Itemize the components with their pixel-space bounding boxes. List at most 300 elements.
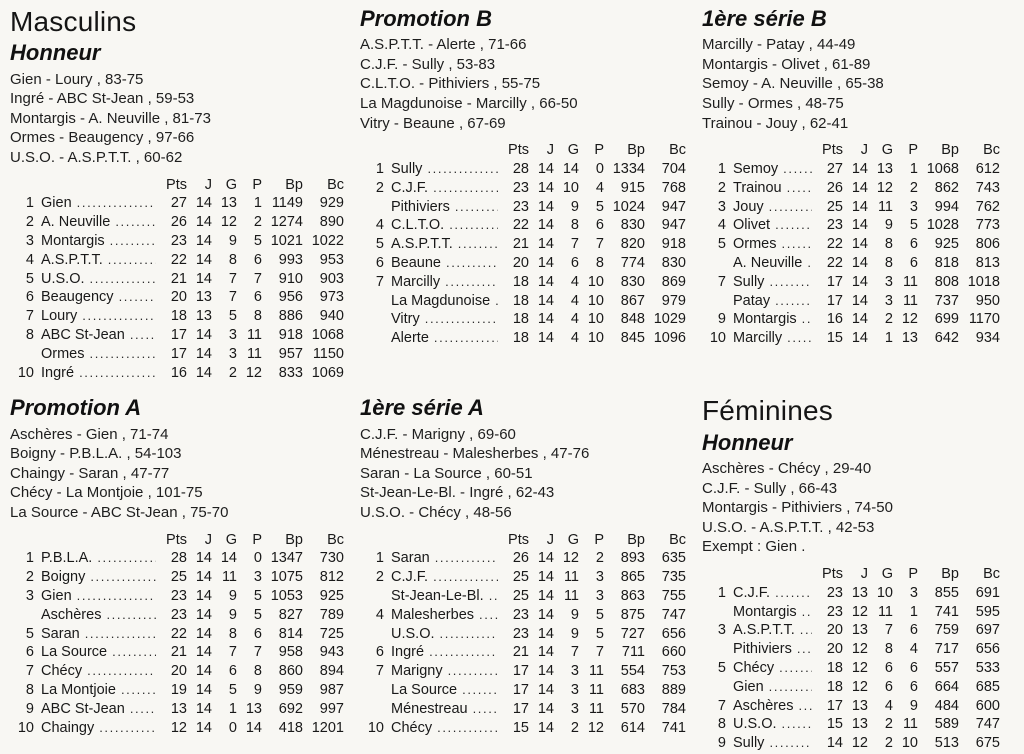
row-team: Gien xyxy=(733,678,764,695)
row-bp: 863 xyxy=(620,588,645,605)
row-j: 14 xyxy=(195,327,212,343)
row-bc: 660 xyxy=(661,644,686,661)
row-g: 7 xyxy=(228,270,237,287)
row-bc: 947 xyxy=(661,198,686,215)
row-pts: 22 xyxy=(826,236,843,253)
row-team: Montargis xyxy=(41,233,105,250)
table-row xyxy=(702,255,1000,274)
row-g: 13 xyxy=(220,195,237,212)
row-pts: 16 xyxy=(170,364,187,381)
row-bc: 753 xyxy=(661,663,686,680)
row-j: 14 xyxy=(195,700,212,717)
row-pts: 17 xyxy=(512,663,529,680)
table-row xyxy=(10,327,344,346)
row-p: 11 xyxy=(588,700,604,717)
table-row xyxy=(10,588,344,607)
row-bc: 747 xyxy=(975,716,1000,733)
row-j: 14 xyxy=(537,569,554,586)
row-p: 0 xyxy=(595,161,604,178)
row-rank: 6 xyxy=(375,644,384,661)
result-line: A.S.P.T.T. - Alerte , 71-66 xyxy=(360,36,527,54)
row-bc: 934 xyxy=(975,330,1000,347)
dot-leader xyxy=(775,585,812,601)
league-title: Promotion B xyxy=(360,6,492,31)
row-rank: 10 xyxy=(17,719,34,736)
row-rank: 5 xyxy=(375,236,384,253)
row-team: Alerte xyxy=(391,330,429,347)
table-row xyxy=(702,330,1000,349)
row-bp: 664 xyxy=(934,678,959,695)
row-pts: 28 xyxy=(512,161,529,178)
row-p: 7 xyxy=(595,236,604,253)
row-bp: 860 xyxy=(278,663,303,680)
row-bc: 894 xyxy=(319,663,344,680)
result-line: Gien - Loury , 83-75 xyxy=(10,70,144,88)
row-pts: 20 xyxy=(826,641,843,658)
row-g: 4 xyxy=(570,311,579,328)
row-bc: 925 xyxy=(319,588,344,605)
row-team: Ingré xyxy=(41,364,75,381)
row-j: 14 xyxy=(537,179,554,196)
row-bc: 1150 xyxy=(312,345,344,362)
dot-leader xyxy=(448,663,498,679)
league-title: Promotion A xyxy=(10,395,142,421)
result-line: Ormes - Beaugency , 97-66 xyxy=(10,129,195,147)
row-pts: 26 xyxy=(512,550,529,567)
row-rank: 8 xyxy=(25,682,34,699)
row-bp: 855 xyxy=(934,584,959,601)
table-row xyxy=(360,293,686,312)
row-p: 5 xyxy=(909,217,918,234)
header-g: G xyxy=(881,142,893,159)
row-p: 11 xyxy=(902,716,918,733)
header-p: P xyxy=(594,531,604,548)
standings-table xyxy=(702,142,1000,349)
row-g: 12 xyxy=(220,214,237,231)
dot-leader xyxy=(782,236,813,252)
dot-leader xyxy=(90,569,156,585)
row-bp: 717 xyxy=(934,641,959,658)
row-pts: 21 xyxy=(170,644,187,661)
row-rank: 7 xyxy=(717,697,726,714)
row-p: 6 xyxy=(909,622,918,639)
row-rank: 5 xyxy=(25,625,34,642)
row-j: 14 xyxy=(537,644,554,661)
row-bc: 743 xyxy=(975,179,1000,196)
header-pts: Pts xyxy=(166,176,187,193)
header-bp: Bp xyxy=(941,566,959,583)
row-bp: 1021 xyxy=(270,233,303,250)
row-team: Gien xyxy=(41,195,72,212)
row-j: 14 xyxy=(537,311,554,328)
row-j: 14 xyxy=(195,270,212,287)
row-j: 12 xyxy=(851,735,868,752)
results-list xyxy=(360,35,686,133)
standings-header-row xyxy=(10,532,344,551)
dot-leader xyxy=(119,289,156,305)
row-team: La Montjoie xyxy=(41,682,116,699)
row-pts: 13 xyxy=(170,700,187,717)
row-bc: 869 xyxy=(661,273,686,290)
row-team: Ménestreau xyxy=(391,700,468,717)
row-rank: 7 xyxy=(375,273,384,290)
dot-leader xyxy=(458,236,498,252)
dot-leader xyxy=(106,607,156,623)
header-bp: Bp xyxy=(285,176,303,193)
row-p: 1 xyxy=(909,161,918,178)
row-g: 8 xyxy=(228,251,237,268)
row-rank: 3 xyxy=(25,588,34,605)
row-pts: 17 xyxy=(512,700,529,717)
row-rank: 6 xyxy=(25,289,34,306)
row-p: 12 xyxy=(587,719,604,736)
row-g: 6 xyxy=(570,255,579,272)
row-bp: 833 xyxy=(278,364,303,381)
header-bp: Bp xyxy=(627,142,645,159)
result-line: Ménestreau - Malesherbes , 47-76 xyxy=(360,445,590,463)
table-row xyxy=(360,255,686,274)
row-p: 3 xyxy=(253,569,262,586)
row-rank: 3 xyxy=(717,622,726,639)
row-rank: 1 xyxy=(375,161,384,178)
dot-leader xyxy=(800,622,812,638)
row-g: 3 xyxy=(570,663,579,680)
row-j: 14 xyxy=(537,606,554,623)
row-g: 8 xyxy=(228,625,237,642)
row-pts: 20 xyxy=(170,663,187,680)
table-row xyxy=(10,214,344,233)
result-line: Sully - Ormes , 48-75 xyxy=(702,95,844,113)
row-bc: 747 xyxy=(661,606,686,623)
row-team: U.S.O. xyxy=(41,270,85,287)
row-j: 14 xyxy=(851,198,868,215)
row-rank: 5 xyxy=(25,270,34,287)
dot-leader xyxy=(787,180,812,196)
header-p: P xyxy=(594,142,604,159)
row-j: 14 xyxy=(537,292,554,309)
row-j: 14 xyxy=(537,273,554,290)
row-bp: 910 xyxy=(278,270,303,287)
row-pts: 18 xyxy=(512,273,529,290)
row-rank: 8 xyxy=(717,716,726,733)
row-bc: 813 xyxy=(975,255,1000,272)
row-g: 1 xyxy=(884,330,893,347)
row-team: C.J.F. xyxy=(391,179,429,196)
row-g: 6 xyxy=(884,660,893,676)
league-section xyxy=(702,6,1016,349)
row-g: 0 xyxy=(228,719,237,736)
table-row xyxy=(10,365,344,384)
result-line: Marcilly - Patay , 44-49 xyxy=(702,36,856,54)
row-pts: 23 xyxy=(826,603,843,620)
row-pts: 22 xyxy=(512,217,529,234)
row-g: 14 xyxy=(562,161,579,178)
dot-leader xyxy=(445,274,498,290)
row-p: 2 xyxy=(909,179,918,196)
row-bp: 808 xyxy=(934,273,959,290)
row-p: 7 xyxy=(253,270,262,287)
dot-leader xyxy=(782,716,812,732)
row-j: 12 xyxy=(851,660,868,676)
dot-leader xyxy=(787,330,812,346)
result-line: U.S.O. - A.S.P.T.T. , 60-62 xyxy=(10,149,183,167)
header-j: J xyxy=(204,531,212,548)
row-pts: 18 xyxy=(512,330,529,347)
row-team: St-Jean-Le-Bl. xyxy=(391,588,484,605)
standings-header-row xyxy=(702,566,1000,585)
row-team: Gien xyxy=(41,588,72,605)
row-bp: 642 xyxy=(934,330,959,347)
table-row xyxy=(360,588,686,607)
row-bp: 820 xyxy=(620,236,645,253)
table-row xyxy=(360,199,686,218)
row-p: 8 xyxy=(595,255,604,272)
dot-leader xyxy=(435,550,498,566)
dot-leader xyxy=(110,233,156,249)
league-title: 1ère série A xyxy=(360,395,484,421)
row-j: 14 xyxy=(851,179,868,196)
table-row xyxy=(10,550,344,569)
row-g: 3 xyxy=(570,700,579,717)
row-team: Patay xyxy=(733,292,771,309)
row-p: 1 xyxy=(909,603,918,620)
row-j: 14 xyxy=(537,198,554,215)
result-line: U.S.O. - Chécy , 48-56 xyxy=(360,504,512,522)
row-bp: 774 xyxy=(620,255,645,272)
row-rank: 5 xyxy=(717,660,726,676)
row-j: 14 xyxy=(195,569,212,586)
header-bc: Bc xyxy=(669,531,686,548)
row-rank: 2 xyxy=(375,179,384,196)
row-pts: 20 xyxy=(170,289,187,306)
row-team: Boigny xyxy=(41,569,86,586)
dot-leader xyxy=(807,255,812,271)
dot-leader xyxy=(783,161,812,177)
row-rank: 7 xyxy=(25,663,34,680)
row-rank: 1 xyxy=(717,584,726,601)
row-team: A. Neuville xyxy=(733,255,803,272)
row-g: 4 xyxy=(570,292,579,309)
row-bp: 818 xyxy=(934,255,959,272)
row-j: 14 xyxy=(851,217,868,234)
row-team: Trainou xyxy=(733,179,782,196)
header-pts: Pts xyxy=(508,142,529,159)
row-bc: 903 xyxy=(319,270,344,287)
row-team: Jouy xyxy=(733,198,764,215)
row-g: 7 xyxy=(228,289,237,306)
table-row xyxy=(360,626,686,645)
row-rank: 2 xyxy=(375,569,384,586)
row-j: 14 xyxy=(195,195,212,212)
row-pts: 15 xyxy=(512,719,529,736)
table-row xyxy=(10,607,344,626)
row-pts: 22 xyxy=(170,251,187,268)
row-p: 2 xyxy=(595,550,604,567)
row-bp: 956 xyxy=(278,289,303,306)
league-section xyxy=(360,395,702,738)
dot-leader xyxy=(489,588,498,604)
table-row xyxy=(702,199,1000,218)
row-bc: 830 xyxy=(661,255,686,272)
row-bp: 1028 xyxy=(926,217,959,234)
table-row xyxy=(10,289,344,308)
table-row xyxy=(702,735,1000,754)
row-j: 14 xyxy=(195,550,212,567)
row-bc: 735 xyxy=(661,569,686,586)
row-bp: 557 xyxy=(934,660,959,676)
results-list xyxy=(702,459,1000,557)
row-g: 11 xyxy=(221,569,237,586)
row-rank: 10 xyxy=(367,719,384,736)
row-bc: 953 xyxy=(319,251,344,268)
table-row xyxy=(360,569,686,588)
row-team: Loury xyxy=(41,308,78,325)
row-pts: 18 xyxy=(826,660,843,676)
row-rank: 9 xyxy=(717,735,726,752)
row-p: 11 xyxy=(902,292,918,309)
row-pts: 17 xyxy=(170,345,187,362)
row-bp: 1024 xyxy=(612,198,645,215)
row-rank: 2 xyxy=(717,179,726,196)
result-line: Montargis - Olivet , 61-89 xyxy=(702,55,871,73)
row-j: 14 xyxy=(537,255,554,272)
table-row xyxy=(360,236,686,255)
row-bp: 614 xyxy=(620,719,645,736)
row-bp: 994 xyxy=(934,198,959,215)
row-bc: 730 xyxy=(319,550,344,567)
row-pts: 23 xyxy=(826,217,843,234)
row-bp: 1075 xyxy=(270,569,303,586)
table-row xyxy=(702,180,1000,199)
row-j: 14 xyxy=(851,273,868,290)
row-p: 10 xyxy=(587,311,604,328)
row-j: 13 xyxy=(195,289,212,306)
row-rank: 1 xyxy=(25,195,34,212)
row-pts: 17 xyxy=(826,292,843,309)
row-g: 2 xyxy=(884,735,893,752)
dot-leader xyxy=(82,308,156,324)
row-j: 14 xyxy=(195,345,212,362)
row-bp: 886 xyxy=(278,308,303,325)
result-line: Trainou - Jouy , 62-41 xyxy=(702,114,849,132)
row-bp: 1053 xyxy=(270,588,303,605)
row-team: Ormes xyxy=(41,345,85,362)
row-j: 13 xyxy=(851,622,868,639)
header-pts: Pts xyxy=(508,531,529,548)
row-j: 14 xyxy=(195,719,212,736)
result-line: La Source - ABC St-Jean , 75-70 xyxy=(10,504,229,522)
row-bp: 830 xyxy=(620,273,645,290)
row-j: 14 xyxy=(195,625,212,642)
result-line: Aschères - Chécy , 29-40 xyxy=(702,460,872,478)
row-rank: 4 xyxy=(25,251,34,268)
header-bc: Bc xyxy=(669,142,686,159)
row-bc: 947 xyxy=(661,217,686,234)
row-p: 8 xyxy=(253,308,262,325)
row-bp: 699 xyxy=(934,311,959,328)
row-g: 11 xyxy=(877,603,893,620)
header-bc: Bc xyxy=(983,142,1000,159)
header-pts: Pts xyxy=(822,566,843,583)
row-p: 5 xyxy=(253,233,262,250)
row-pts: 23 xyxy=(170,606,187,623)
row-bp: 845 xyxy=(620,330,645,347)
row-rank: 10 xyxy=(17,364,34,381)
dot-leader xyxy=(473,701,498,717)
row-g: 11 xyxy=(563,569,579,586)
row-pts: 23 xyxy=(512,606,529,623)
row-j: 14 xyxy=(851,236,868,253)
table-row xyxy=(702,622,1000,641)
row-pts: 25 xyxy=(826,198,843,215)
table-row xyxy=(10,701,344,720)
result-line: Vitry - Beaune , 67-69 xyxy=(360,114,506,132)
row-team: Chécy xyxy=(41,663,83,680)
row-rank: 4 xyxy=(375,606,384,623)
row-team: ABC St-Jean xyxy=(41,700,125,717)
row-g: 12 xyxy=(562,550,579,567)
result-line: C.J.F. - Sully , 66-43 xyxy=(702,479,838,497)
dot-leader xyxy=(77,195,156,211)
row-g: 2 xyxy=(570,719,579,736)
row-p: 6 xyxy=(253,625,262,642)
row-g: 9 xyxy=(228,588,237,605)
row-bc: 997 xyxy=(319,700,344,717)
table-row xyxy=(360,161,686,180)
row-j: 14 xyxy=(537,161,554,178)
row-bc: 612 xyxy=(975,161,1000,178)
row-bc: 806 xyxy=(975,236,1000,253)
row-bc: 940 xyxy=(319,308,344,325)
newspaper-results-page xyxy=(10,6,1016,754)
row-rank: 4 xyxy=(375,217,384,234)
row-p: 1 xyxy=(253,195,262,212)
row-g: 3 xyxy=(884,273,893,290)
table-row xyxy=(702,274,1000,293)
row-pts: 23 xyxy=(512,625,529,642)
dot-leader xyxy=(87,663,156,679)
row-rank: 5 xyxy=(717,236,726,253)
row-rank: 7 xyxy=(375,663,384,680)
row-p: 5 xyxy=(253,588,262,605)
row-j: 12 xyxy=(851,641,868,658)
dot-leader xyxy=(77,588,156,604)
row-j: 14 xyxy=(537,719,554,736)
row-bc: 789 xyxy=(319,606,344,623)
header-j: J xyxy=(546,531,554,548)
result-line: C.J.F. - Marigny , 69-60 xyxy=(360,425,516,443)
row-p: 4 xyxy=(595,179,604,196)
table-row xyxy=(360,274,686,293)
row-bp: 1068 xyxy=(926,161,959,178)
row-j: 14 xyxy=(195,251,212,268)
row-g: 9 xyxy=(570,606,579,623)
row-j: 14 xyxy=(537,700,554,717)
row-pts: 25 xyxy=(512,569,529,586)
row-rank: 3 xyxy=(717,198,726,215)
league-title: Honneur xyxy=(10,40,101,66)
table-row xyxy=(702,585,1000,604)
row-p: 6 xyxy=(909,255,918,272)
standings-header-row xyxy=(360,532,686,551)
results-list xyxy=(10,425,344,523)
standings-header-row xyxy=(702,142,1000,161)
row-team: U.S.O. xyxy=(391,625,435,642)
table-row xyxy=(10,233,344,252)
row-bp: 727 xyxy=(620,625,645,642)
dot-leader xyxy=(79,365,156,381)
row-rank: 2 xyxy=(25,569,34,586)
